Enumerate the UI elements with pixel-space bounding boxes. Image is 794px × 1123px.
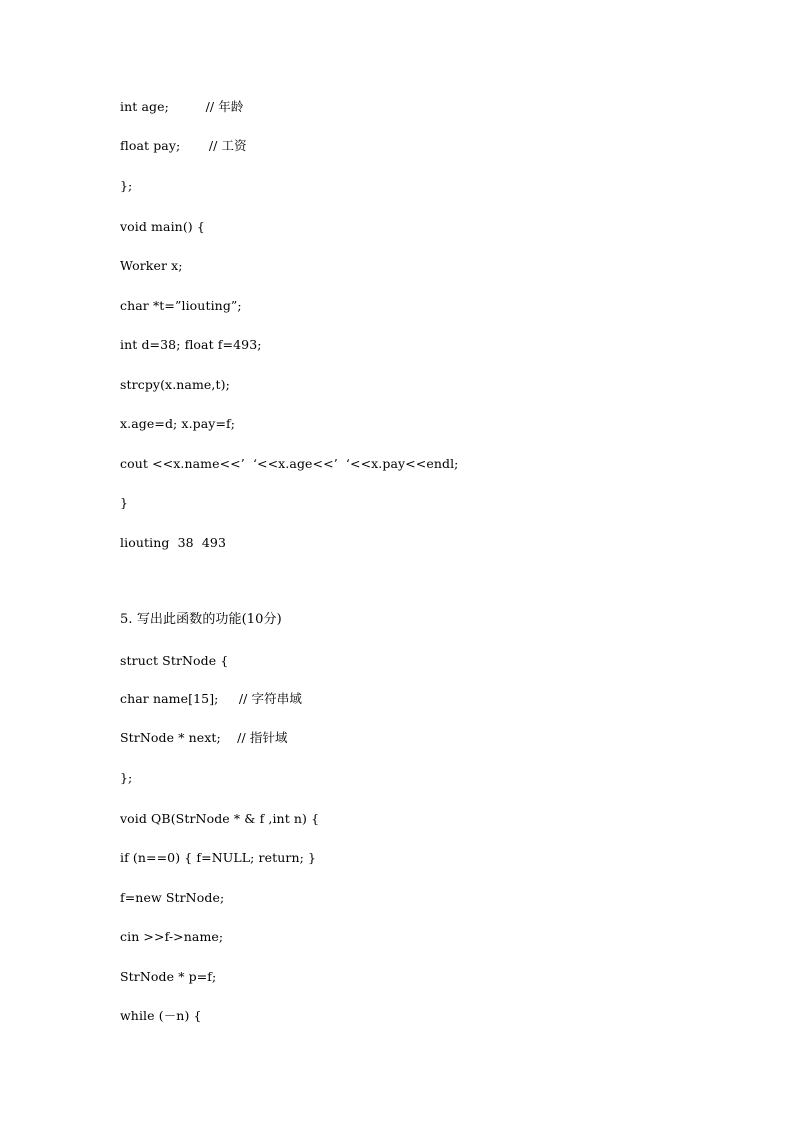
- code-line: void QB(StrNode * & f ,int n) {: [120, 811, 320, 826]
- code-line: char name[15]; // 字符串域: [120, 691, 302, 706]
- code-line: x.age=d; x.pay=f;: [120, 416, 236, 431]
- code-line: StrNode * p=f;: [120, 969, 217, 984]
- code-line: };: [120, 770, 133, 785]
- code-line: }: [120, 495, 129, 510]
- code-line: void main() {: [120, 219, 205, 234]
- code-line: while (－n) {: [120, 1008, 202, 1023]
- output-line: liouting 38 493: [120, 535, 227, 550]
- code-line: char *t=”liouting”;: [120, 298, 242, 313]
- code-line: strcpy(x.name,t);: [120, 377, 230, 392]
- code-line: Worker x;: [120, 258, 183, 273]
- code-line: struct StrNode {: [120, 653, 229, 668]
- code-line: cin >>f->name;: [120, 929, 224, 944]
- code-line: int age; // 年龄: [120, 99, 244, 114]
- code-line: float pay; // 工资: [120, 138, 247, 153]
- question-heading: 5. 写出此函数的功能(10分): [120, 612, 282, 627]
- code-line: f=new StrNode;: [120, 890, 225, 905]
- code-line: if (n==0) { f=NULL; return; }: [120, 850, 317, 865]
- code-line: StrNode * next; // 指针域: [120, 730, 288, 745]
- code-line: };: [120, 178, 133, 193]
- code-line: cout <<x.name<<’ ‘<<x.age<<’ ‘<<x.pay<<endl;: [120, 456, 459, 471]
- code-line: int d=38; float f=493;: [120, 337, 262, 352]
